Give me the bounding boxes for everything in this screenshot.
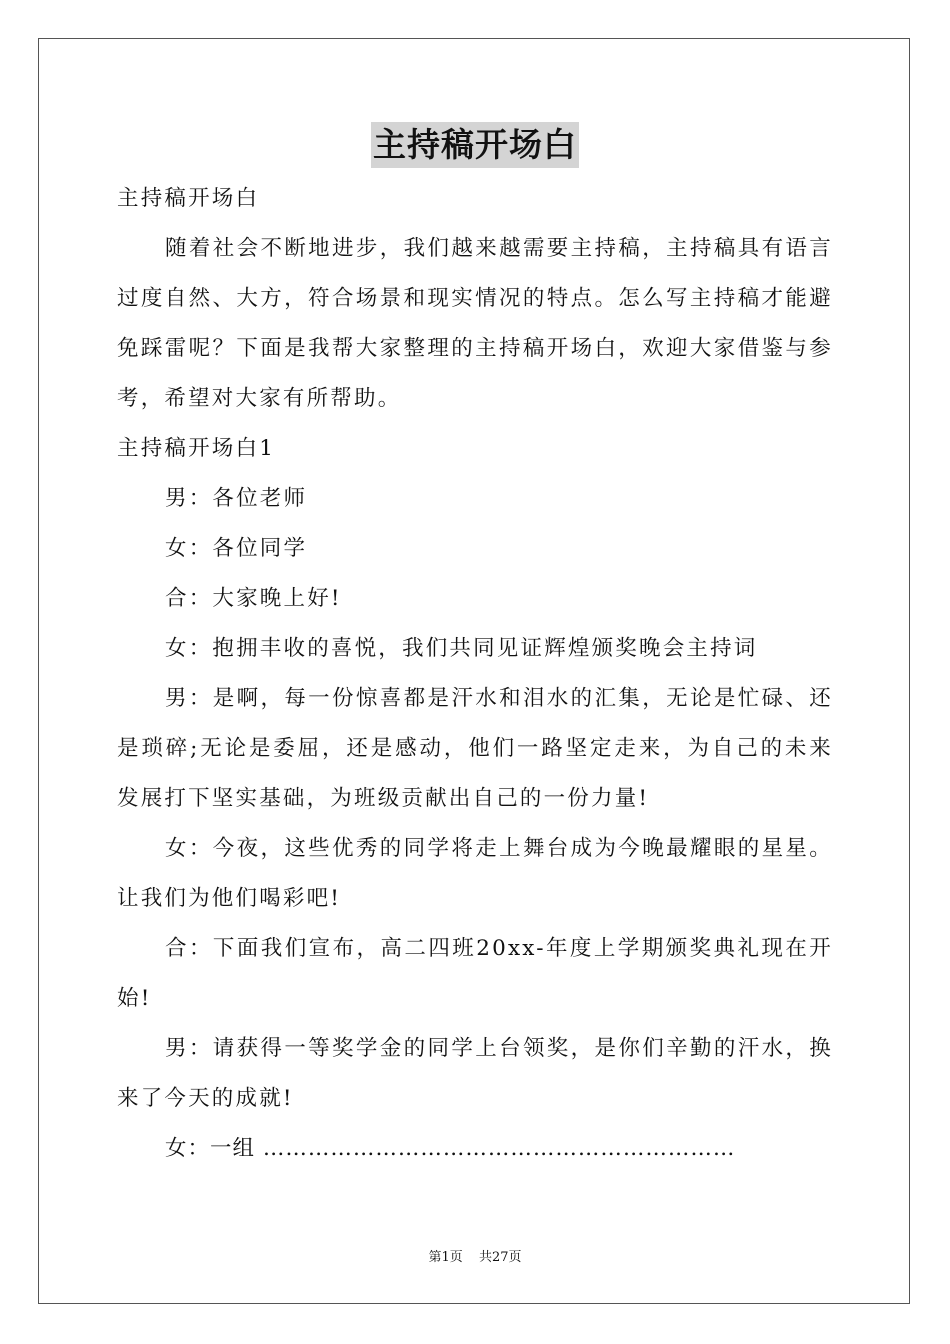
paragraph: 合：大家晚上好! [165,586,342,611]
document-body [117,174,833,1174]
paragraph: 主持稿开场白1 [117,436,276,461]
paragraph: 男：请获得一等奖学金的同学上台领奖，是你们辛勤的汗水，换来了今天的成就! [117,1036,833,1111]
paragraph: 男：各位老师 [165,486,308,511]
paragraph: 合：下面我们宣布，高二四班20xx-年度上学期颁奖典礼现在开始! [117,936,833,1011]
page-number: 第1页 [428,1250,463,1265]
paragraph: 男：是啊，每一份惊喜都是汗水和泪水的汇集，无论是忙碌、还是琐碎;无论是委屈，还是感动，他们一路坚定走来，为自己的未来发展打下坚实基础，为班级贡献出自己的一份力量! [117,686,833,811]
document-title: 主持稿开场白 [371,122,579,168]
paragraph: 主持稿开场白 [117,186,260,211]
paragraph: 女：抱拥丰收的喜悦，我们共同见证辉煌颁奖晚会主持词 [165,636,758,661]
paragraph: 随着社会不断地进步，我们越来越需要主持稿，主持稿具有语言过度自然、大方，符合场景和现实情况的特点。怎么写主持稿才能避免踩雷呢？下面是我帮大家整理的主持稿开场白，欢迎大家借鉴与参考，希望对大家有所帮助。 [117,236,833,411]
paragraph: 女：今夜，这些优秀的同学将走上舞台成为今晚最耀眼的星星。让我们为他们喝彩吧! [117,836,833,911]
page-total: 共27页 [478,1250,522,1265]
page-footer [0,1246,950,1265]
paragraph: 女：各位同学 [165,536,308,561]
paragraph: 女：一组 ……………………………………………………… [165,1136,736,1161]
title-wrap [0,122,950,168]
